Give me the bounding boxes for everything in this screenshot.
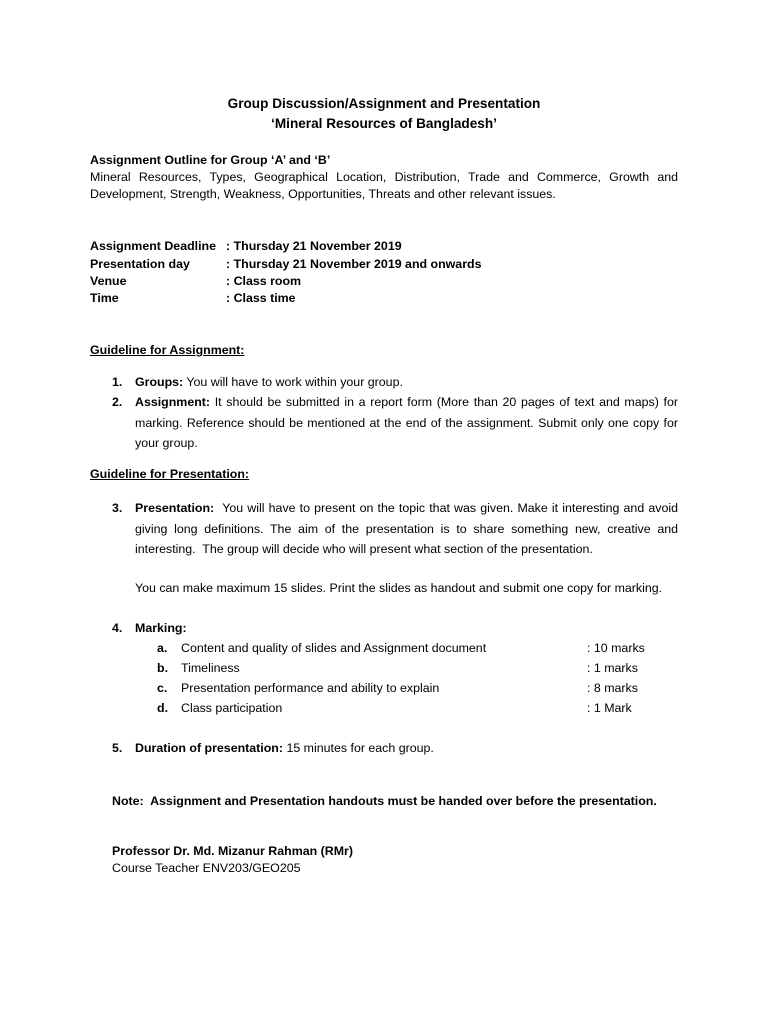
schedule-value-presentation-day: : Thursday 21 November 2019 and onwards xyxy=(226,257,482,271)
marking-criterion: Class participation xyxy=(181,701,283,715)
schedule-label-time: Time xyxy=(90,291,119,305)
marking-letter: b. xyxy=(157,661,169,675)
marking-score: : 1 marks xyxy=(587,661,638,675)
list-item-number: 3. xyxy=(112,501,123,515)
list-item-groups xyxy=(135,372,678,393)
list-item-assignment xyxy=(135,392,678,454)
list-item-number: 1. xyxy=(112,375,123,389)
marking-letter: a. xyxy=(157,641,168,655)
signature-role: Course Teacher ENV203/GEO205 xyxy=(112,861,301,875)
document-subtitle: ‘Mineral Resources of Bangladesh’ xyxy=(271,116,497,131)
document-title: Group Discussion/Assignment and Presentation xyxy=(227,96,541,111)
marking-letter: c. xyxy=(157,681,168,695)
marking-score: : 1 Mark xyxy=(587,701,632,715)
marking-score: : 10 marks xyxy=(587,641,645,655)
list-item-text: You will have to work within your group. xyxy=(183,375,403,389)
guideline-presentation-heading: Guideline for Presentation: xyxy=(90,467,250,481)
schedule-label-deadline: Assignment Deadline xyxy=(90,239,216,253)
marking-letter: d. xyxy=(157,701,169,715)
schedule-value-deadline: : Thursday 21 November 2019 xyxy=(226,239,402,253)
schedule-label-presentation-day: Presentation day xyxy=(90,257,190,271)
outline-text: Mineral Resources, Types, Geographical Location, Distribution, Trade and Commerce, Growth and Development, Strength, Weakness, Opportunities, Threats and other relevant issues. xyxy=(90,170,678,201)
list-item-text: You will have to present on the topic that was given. Make it interesting and avoid giving long definitions. The aim of the presentation is to share something new, creative and interesting. The group will decide who will present what section of the presentation. xyxy=(135,501,682,556)
signature-name: Professor Dr. Md. Mizanur Rahman (RMr) xyxy=(112,844,353,858)
guideline-assignment-heading: Guideline for Assignment: xyxy=(90,343,245,357)
marking-score: : 8 marks xyxy=(587,681,638,695)
list-item-label: Groups: xyxy=(135,375,184,389)
marking-criterion: Content and quality of slides and Assignment document xyxy=(181,641,487,655)
schedule-value-time: : Class time xyxy=(226,291,296,305)
note-text: Note: Assignment and Presentation handouts must be handed over before the presentation. xyxy=(112,794,657,808)
list-item-presentation xyxy=(135,498,682,560)
list-item-label: Duration of presentation: xyxy=(135,741,283,755)
list-item-text: 15 minutes for each group. xyxy=(283,741,434,755)
marking-criterion: Timeliness xyxy=(181,661,240,675)
list-item-duration xyxy=(135,740,434,757)
list-item-label: Assignment: xyxy=(135,395,211,409)
schedule-value-venue: : Class room xyxy=(226,274,302,288)
list-item-label: Presentation: xyxy=(135,501,215,515)
schedule-label-venue: Venue xyxy=(90,274,127,288)
list-item-number: 2. xyxy=(112,395,123,409)
marking-label: Marking: xyxy=(135,621,187,635)
list-item-number: 5. xyxy=(112,741,123,755)
list-item-text: It should be submitted in a report form (More than 20 pages of text and maps) for marking. Reference should be mentioned at the end of the assignment. Submit only one copy for your group. xyxy=(135,395,678,450)
outline-heading: Assignment Outline for Group ‘A’ and ‘B’ xyxy=(90,153,331,167)
marking-criterion: Presentation performance and ability to explain xyxy=(181,681,440,695)
presentation-slides-note: You can make maximum 15 slides. Print the slides as handout and submit one copy for marking. xyxy=(135,581,663,595)
list-item-number: 4. xyxy=(112,621,123,635)
